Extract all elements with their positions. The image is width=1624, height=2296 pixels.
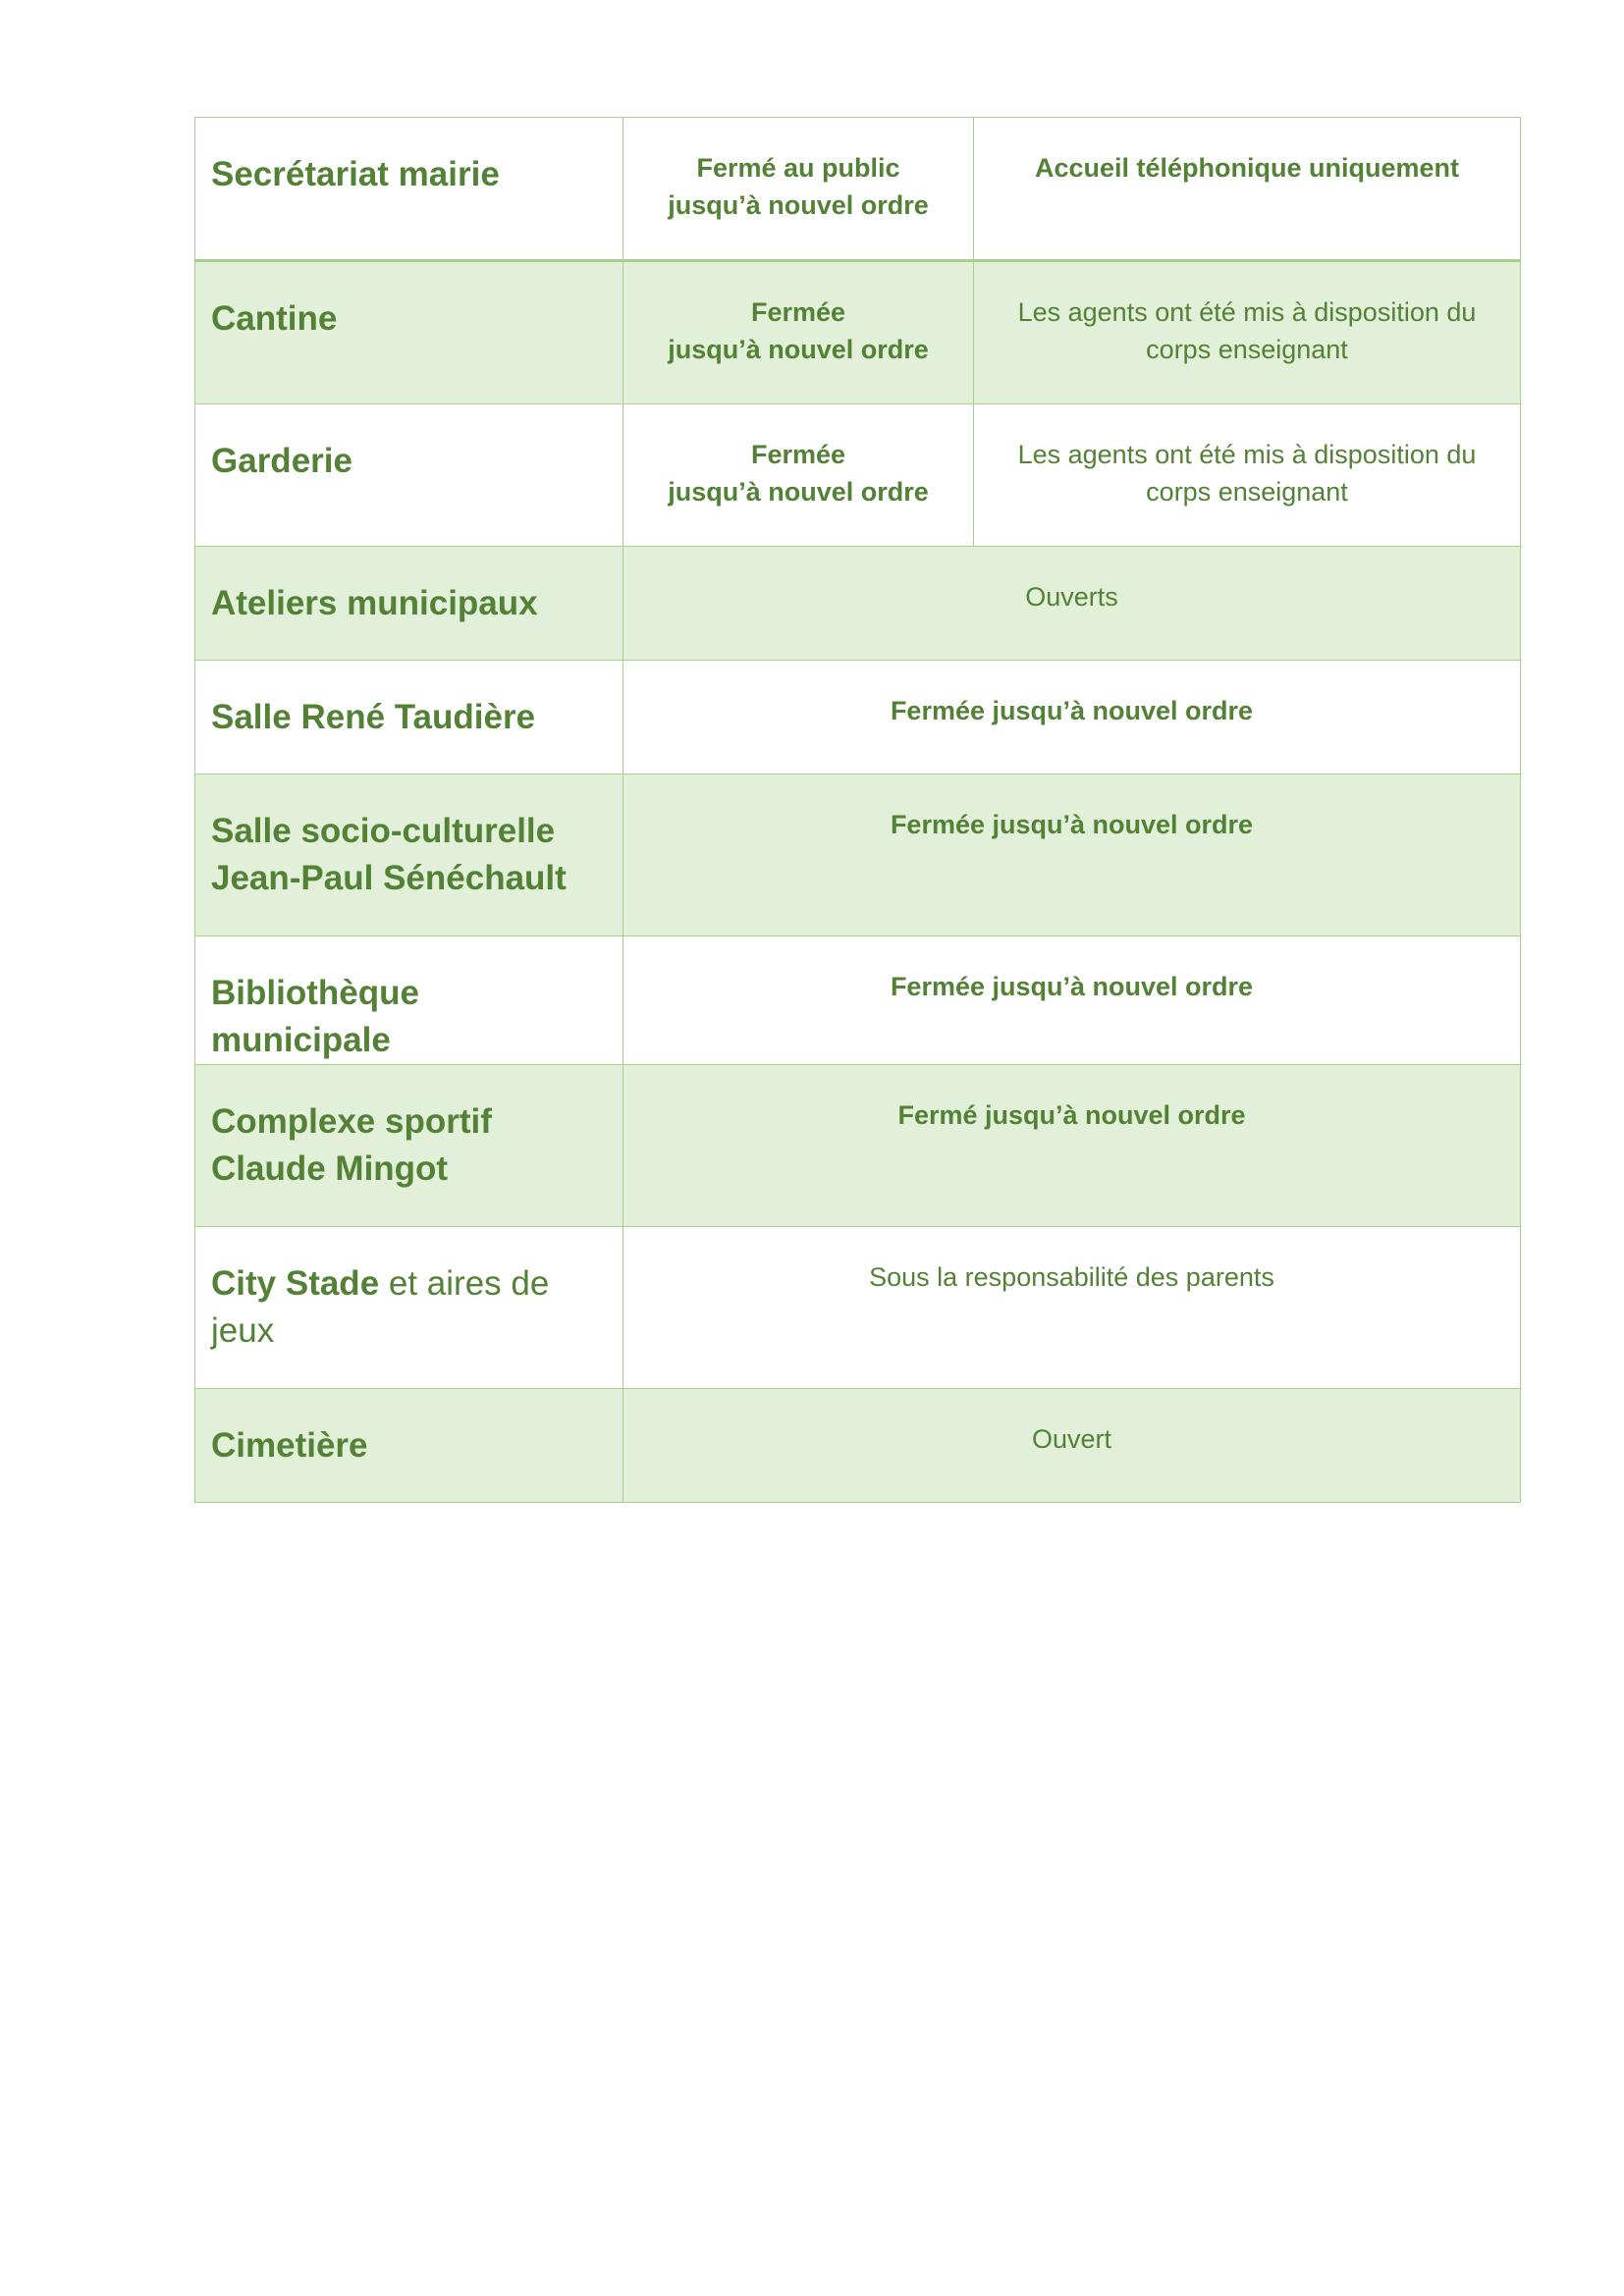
status-cell (623, 404, 974, 547)
detail-line: corps enseignant (1146, 335, 1348, 364)
status-cell (623, 1065, 1521, 1227)
status-cell (623, 1389, 1521, 1503)
table-row (195, 547, 1521, 661)
service-name-cell (195, 1227, 623, 1389)
service-name: Secrétariat mairie (211, 155, 500, 193)
status-line: jusqu’à nouvel ordre (668, 190, 929, 220)
service-name: Salle René Taudière (211, 698, 536, 736)
detail-text (974, 404, 1520, 510)
services-status-table (194, 117, 1521, 1503)
service-name-bold: City Stade (211, 1264, 380, 1303)
service-name-cell (195, 1065, 623, 1227)
status-cell (623, 261, 974, 404)
status-cell (623, 1227, 1521, 1389)
status-text: Sous la responsabilité des parents (869, 1262, 1274, 1292)
service-name-cell (195, 261, 623, 404)
table-row (195, 404, 1521, 547)
status-text: Ouvert (1031, 1424, 1112, 1454)
service-name-cell (195, 661, 623, 774)
service-name-cell (195, 774, 623, 936)
status-line: Fermée (750, 297, 846, 327)
table-row (195, 936, 1521, 1065)
status-text: Fermé jusqu’à nouvel ordre (897, 1100, 1246, 1130)
status-text (623, 262, 973, 368)
status-cell (623, 118, 974, 261)
service-name-cell (195, 1389, 623, 1503)
status-text: Fermée jusqu’à nouvel ordre (890, 696, 1254, 725)
status-line: Fermée (750, 440, 846, 469)
status-cell (623, 547, 1521, 661)
status-line: Fermé au public (696, 153, 900, 183)
table-row (195, 1065, 1521, 1227)
service-name (195, 1065, 623, 1193)
detail-text: Accueil téléphonique uniquement (1034, 153, 1460, 183)
service-name-cell (195, 118, 623, 261)
table-row (195, 774, 1521, 936)
service-name-cell (195, 547, 623, 661)
detail-text (974, 262, 1520, 368)
service-name: Bibliothèque municipale (211, 974, 419, 1059)
status-cell (623, 774, 1521, 936)
status-cell (623, 936, 1521, 1065)
status-text (623, 118, 973, 224)
service-name: Ateliers municipaux (211, 584, 538, 622)
status-line: jusqu’à nouvel ordre (668, 477, 929, 507)
service-name (195, 1227, 623, 1355)
status-text: Ouverts (1025, 582, 1118, 612)
status-text (623, 404, 973, 510)
service-name-cell (195, 404, 623, 547)
table-row (195, 261, 1521, 404)
detail-line: Les agents ont été mis à disposition du (1017, 297, 1477, 327)
detail-cell (974, 404, 1521, 547)
detail-cell (974, 261, 1521, 404)
service-name: Cimetière (211, 1426, 368, 1465)
service-name-line: Jean-Paul Sénéchault (211, 859, 567, 897)
status-line: jusqu’à nouvel ordre (668, 335, 929, 364)
service-name-line: Salle socio-culturelle (211, 812, 556, 850)
table-row (195, 118, 1521, 261)
table-row (195, 1389, 1521, 1503)
service-name: Cantine (211, 299, 338, 338)
table-row (195, 661, 1521, 774)
service-name-line: Complexe sportif (211, 1102, 492, 1141)
service-name: Garderie (211, 442, 352, 480)
service-name-line: Claude Mingot (211, 1149, 449, 1188)
status-text: Fermée jusqu’à nouvel ordre (890, 810, 1254, 839)
status-text: Fermée jusqu’à nouvel ordre (890, 972, 1254, 1001)
detail-cell (974, 118, 1521, 261)
table-row (195, 1227, 1521, 1389)
service-name-cell (195, 936, 623, 1065)
detail-line: Les agents ont été mis à disposition du (1017, 440, 1477, 469)
detail-line: corps enseignant (1146, 477, 1348, 507)
status-cell (623, 661, 1521, 774)
service-name-rest: et aires de jeux (211, 1264, 550, 1350)
service-name (195, 774, 623, 902)
